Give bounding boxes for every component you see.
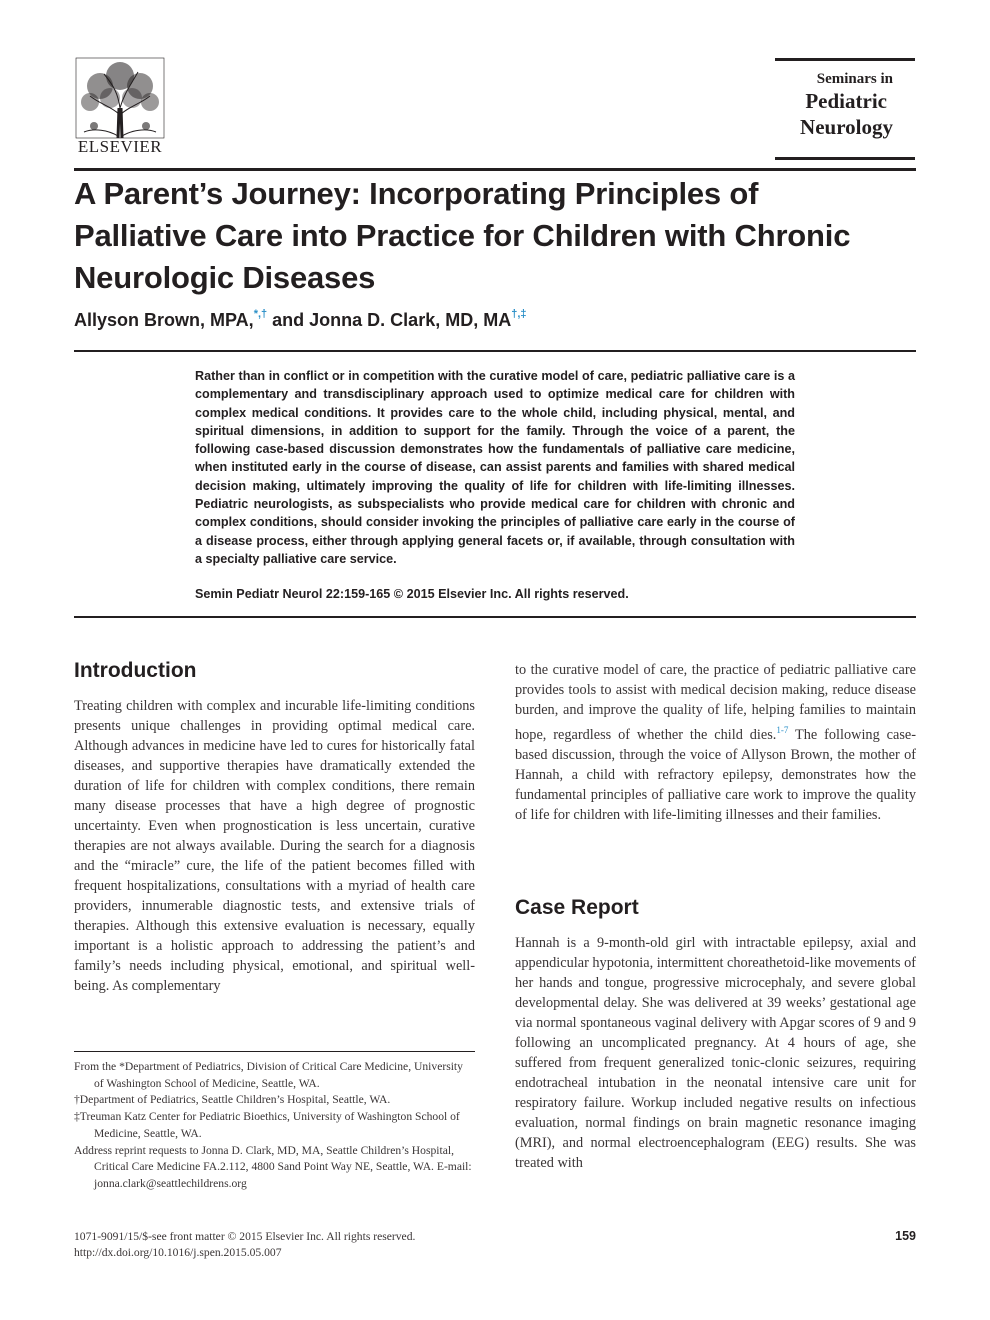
abstract-text: Rather than in conflict or in competition with the curative model of care, pediatric palliative care is a complementary and transdisciplinary approach used to optimize medical care for children with complex medical conditions. It provides care to the whole child, including physical, mental, and spiritual dimensions, in addition to support for the family. Through the voice of a parent, the following case-based discussion demonstrates how the fundamentals of palliative care medicine, when instituted early in the course of disease, can assist parents and families with shared medical decision making, ultimately improving the quality of life for children with life-limiting illnesses. Pediatric neurologists, as subspecialists who provide medical care for children with chronic and complex conditions, should consider invoking the principles of palliative care early in the course of a disease process, either through applying general facets or, if available, through consultation with a specialty palliative care service. [195,369,795,566]
author-name: Allyson Brown, MPA, [74,310,254,330]
section-heading-introduction: Introduction [74,659,197,682]
elsevier-tree-icon [74,56,166,140]
article-title: A Parent’s Journey: Incorporating Principles of Palliative Care into Practice for Children with Chronic Neurologic Diseases [74,176,851,295]
copyright-line: 1071-9091/15/$-see front matter © 2015 Elsevier Inc. All rights reserved. [74,1230,416,1243]
header-divider [74,168,916,171]
case-report-paragraph: Hannah is a 9-month-old girl with intractable epilepsy, axial and appendicular hypotonia, intermittent choreathetoid-like movements of her hands and tongue, progressive microcephaly, and severe global developmental delay. She was delivered at 39 weeks’ gestational age via normal spontaneous vaginal delivery with Apgar scores of 9 and 9 following an uncomplicated pregnancy. At 4 hours of age, she suffered from frequent generalized tonic-clonic seizures, requiring endotracheal intubation in the neonatal intensive care unit for respiratory failure. Workup included negative results on infectious evaluation, normal findings on brain magnetic resonance imaging (MRI), and normal electroencephalogram (EEG) results. She was treated with [515,935,916,1171]
author-affiliation-marks[interactable]: †,‡ [511,308,527,320]
author-divider [74,350,916,352]
introduction-continuation [515,660,916,825]
affiliation-footnotes [74,1059,475,1193]
page-footer [74,1229,574,1261]
reference-link[interactable]: 1-7 [776,725,789,735]
author-joiner: and [267,310,310,330]
page-number: 159 [895,1229,916,1243]
continuation-text: The following case-based discussion, through the voice of Allyson Brown, the mother of Hannah, a child with refractory epilepsy, demonstrates how the fundamental principles of palliative care work to improve the quality of life for children with life-limiting illnesses and their families. [515,727,916,823]
doi-link[interactable]: http://dx.doi.org/10.1016/j.spen.2015.05.007 [74,1246,282,1259]
continuation-text: to the curative model of care, the practice of pediatric palliative care provides tools to assist with medical decision making, reduce disease burden, and improve the quality of life, helping families to maintain hope, regardless of whether the child dies. [515,662,916,743]
section-heading-case-report: Case Report [515,896,639,919]
journal-name-line1: Seminars in [816,71,893,87]
footnote-divider [74,1051,475,1052]
introduction-paragraph: Treating children with complex and incurable life-limiting conditions presents unique challenges in providing optimal medical care. Although advances in medicine have led to cures for historically fatal diseases, and supportive therapies have dramatically extended the duration of life for children with complex conditions, there remain many disease processes that have a high degree of prognostic uncertainty. Even when prognostication is less uncertain, curative therapies are not always available. During the search for a diagnosis and the “miracle” cure, the life of the patient becomes filled with frequent hospitalizations, consultations with a myriad of health care providers, innumerable diagnostic tests, and extensive trials of therapies. Although this extensive evaluation is necessary, equally important is a holistic approach to addressing the patient’s and family’s needs including physical, emotional, and spiritual well-being. As complementary [74,698,475,994]
footnote: From the *Department of Pediatrics, Division of Critical Care Medicine, University of Washington School of Medicine, Seattle, WA. [74,1060,463,1090]
journal-masthead [775,58,915,160]
footnote: †Department of Pediatrics, Seattle Children’s Hospital, Seattle, WA. [74,1093,391,1107]
author-name: Jonna D. Clark, MD, MA [309,310,512,330]
footnote: Address reprint requests to Jonna D. Clark, MD, MA, Seattle Children’s Hospital, Critical Care Medicine FA.2.112, 4800 Sand Point Way NE, Seattle, WA. E-mail: jonna.clark@seattlechildrens.org [74,1143,472,1190]
author-affiliation-marks[interactable]: *,† [253,308,268,320]
journal-name-line2: Pediatric [805,89,887,113]
journal-name-line3: Neurology [800,115,893,139]
publisher-wordmark: ELSEVIER [77,137,163,156]
footnote: ‡Treuman Katz Center for Pediatric Bioethics, University of Washington School of Medicine, Seattle, WA. [74,1110,460,1140]
author-list [74,308,916,331]
abstract-divider [74,616,916,618]
article-citation: Semin Pediatr Neurol 22:159-165 © 2015 Elsevier Inc. All rights reserved. [195,587,629,601]
elsevier-logo [74,56,166,158]
